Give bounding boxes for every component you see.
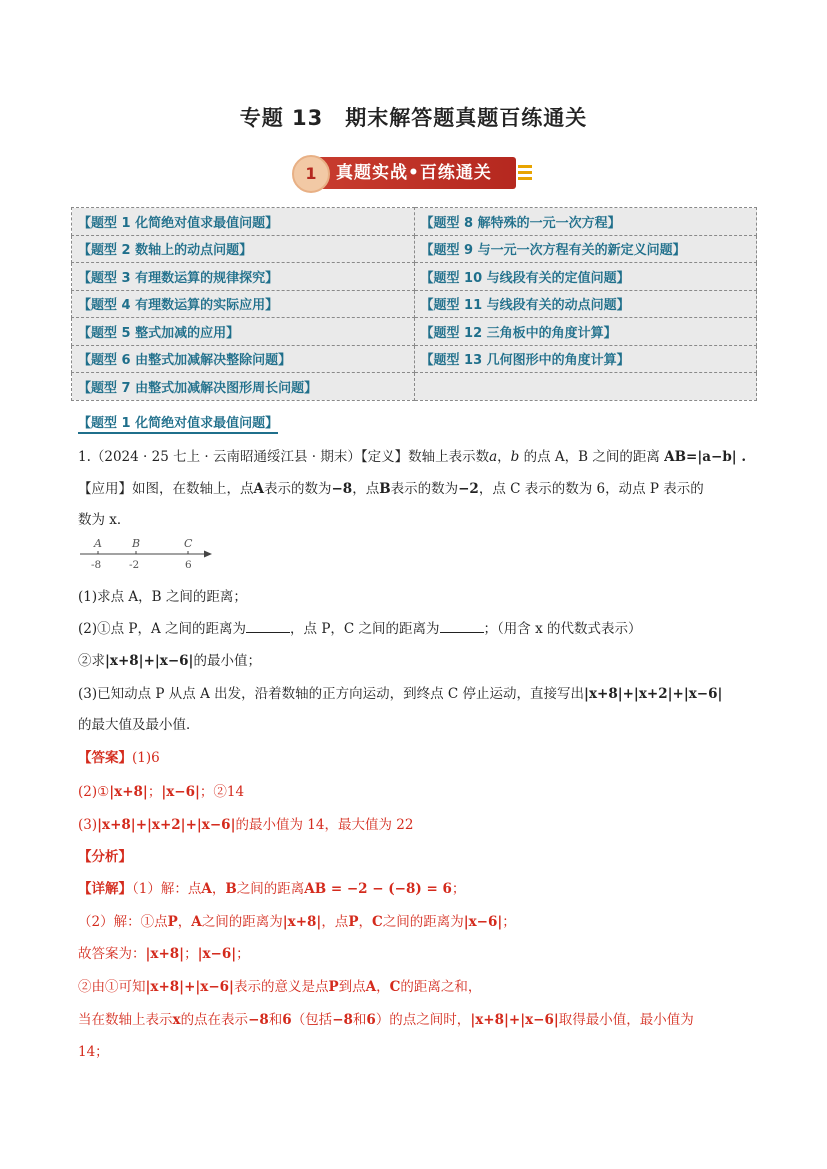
page-title: 专题 13 期末解答题真题百练通关 (239, 106, 588, 130)
value-c: 6 (185, 559, 192, 571)
answer-blank (440, 620, 484, 633)
question-line-3: 数为 x． (78, 512, 131, 528)
detail-line-4: ②由①可知|x+8|+|x−6|表示的意义是点P到点A，C的距离之和， (78, 979, 482, 995)
detail-line-2: （2）解：①点P，A之间的距离为|x+8|，点P，C之间的距离为|x−6|； (78, 914, 516, 930)
value-b: -2 (129, 559, 140, 571)
table-row (72, 263, 757, 291)
question-part-3-cont: 的最大值及最小值． (78, 717, 200, 733)
banner-stripes (518, 165, 532, 183)
table-row (72, 235, 757, 263)
label-b: B (132, 537, 141, 550)
label-c: C (184, 537, 193, 550)
question-line-2: 【应用】如图，在数轴上，点A表示的数为−8，点B表示的数为−2，点 C 表示的数为 6，动点 P 表示的 (78, 481, 704, 497)
type-cell: 【题型 12 三角板中的角度计算】 (414, 318, 757, 346)
table-row (72, 373, 757, 401)
type-cell: 【题型 7 由整式加减解决图形周长问题】 (72, 373, 415, 401)
type-cell: 【题型 1 化简绝对值求最值问题】 (72, 208, 415, 236)
table-row (72, 208, 757, 236)
type-cell: 【题型 3 有理数运算的规律探究】 (72, 263, 415, 291)
question-part-2b: ②求|x+8|+|x−6|的最小值； (78, 653, 261, 669)
table-row (72, 318, 757, 346)
type-cell: 【题型 5 整式加减的应用】 (72, 318, 415, 346)
question-line-1: 1.（2024 · 25 七上 · 云南昭通绥江县 · 期末）【定义】数轴上表示数a，b 的点 A，B 之间的距离 AB=|a−b| . (78, 449, 747, 465)
number-line-figure (78, 537, 218, 577)
table-row (72, 345, 757, 373)
section-banner (292, 155, 532, 191)
banner-number: 1 (292, 155, 330, 193)
value-a: -8 (91, 559, 102, 571)
label-a: A (94, 537, 102, 550)
type-cell: 【题型 13 几何图形中的角度计算】 (414, 345, 757, 373)
question-part-2: (2)①点 P，A 之间的距离为 ，点 P，C 之间的距离为 ；（用含 x 的代数式表示） (78, 621, 642, 637)
type-cell: 【题型 11 与线段有关的动点问题】 (414, 290, 757, 318)
analysis-heading: 【分析】 (78, 849, 132, 865)
type-cell: 【题型 6 由整式加减解决整除问题】 (72, 345, 415, 373)
type-cell: 【题型 4 有理数运算的实际应用】 (72, 290, 415, 318)
detail-line-3: 故答案为：|x+8|；|x−6|； (78, 946, 250, 962)
answer-line-3: (3)|x+8|+|x+2|+|x−6|的最小值为 14，最大值为 22 (78, 817, 414, 833)
detail-line-6: 14； (78, 1044, 109, 1060)
detail-line-1: 【详解】（1）解：点A，B之间的距离AB = −2 − (−8) = 6； (78, 881, 466, 897)
table-row (72, 290, 757, 318)
question-part-1: (1)求点 A，B 之间的距离； (78, 589, 247, 605)
type-cell: 【题型 8 解特殊的一元一次方程】 (414, 208, 757, 236)
type-cell: 【题型 9 与一元一次方程有关的新定义问题】 (414, 235, 757, 263)
question-types-table (71, 207, 757, 401)
question-part-3: (3)已知动点 P 从点 A 出发，沿着数轴的正方向运动，到终点 C 停止运动，直接写出|x+8|+|x+2|+|x−6| (78, 686, 723, 702)
section-tag: 【题型 1 化简绝对值求最值问题】 (78, 412, 278, 434)
number-line-arrow (204, 551, 212, 558)
type-cell (414, 373, 757, 401)
answer-line-2: (2)①|x+8|；|x−6|；②14 (78, 784, 245, 800)
detail-line-5: 当在数轴上表示x的点在表示−8和6（包括−8和6）的点之间时，|x+8|+|x−6|取得最小值，最小值为 (78, 1012, 694, 1028)
type-cell: 【题型 2 数轴上的动点问题】 (72, 235, 415, 263)
type-cell: 【题型 10 与线段有关的定值问题】 (414, 263, 757, 291)
banner-label: 真题实战•百练通关 (336, 163, 492, 183)
answer-blank (246, 620, 290, 633)
answer-line-1: 【答案】(1)6 (78, 750, 160, 766)
